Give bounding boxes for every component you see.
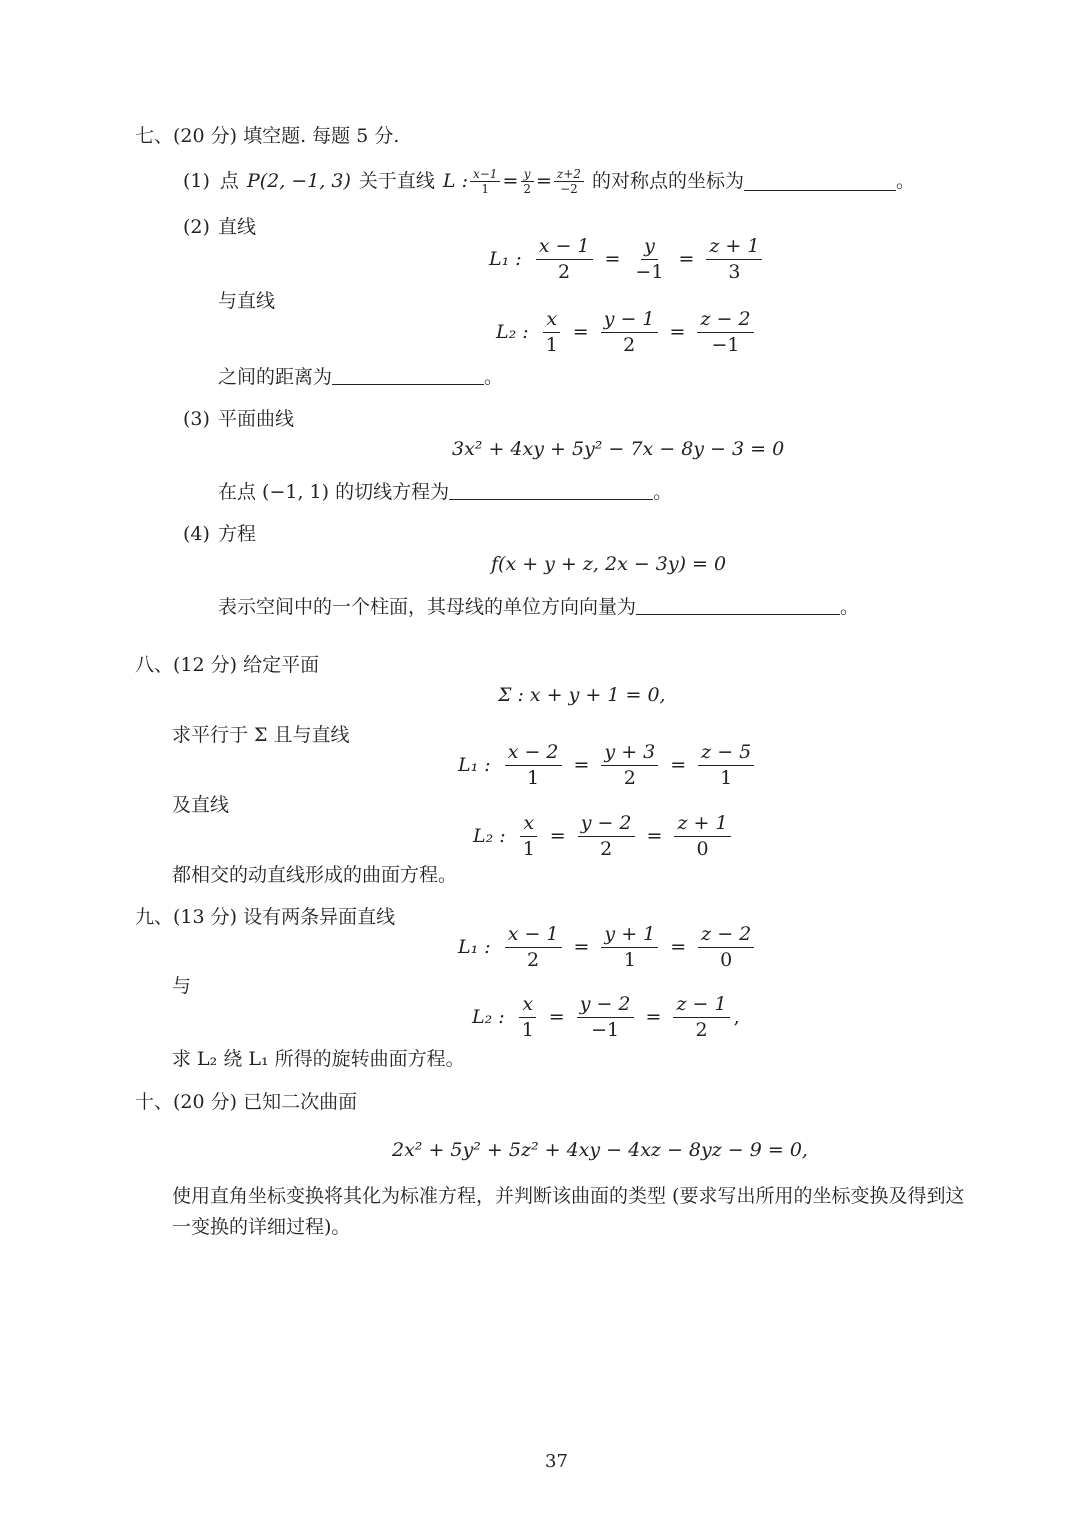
q7-heading: 七、(20 分) 填空题. 每题 5 分. [135, 125, 400, 147]
q8-text2: 及直线 [172, 794, 230, 816]
q7-p4-end: 。 [840, 596, 860, 618]
line-label: L₂ : [473, 825, 506, 847]
line-label: L₁ : [458, 936, 491, 958]
q9-text1: 与 [172, 975, 192, 997]
q7-p2-line1-equation: L₁ : $\frac{x - 1}{2}$ = $\frac{y}{-1}$ = $\frac{z + 1}{3}$ [489, 237, 766, 282]
page-number: 37 [545, 1451, 568, 1472]
q7-p3-equation: 3x² + 4xy + 5y² − 7x − 8y − 3 = 0 [452, 438, 785, 460]
q7-p3-answer-blank[interactable] [449, 481, 653, 500]
q9-text2: 求 L₂ 绕 L₁ 所得的旋转曲面方程。 [172, 1048, 465, 1070]
q7-p2-line2-equation: L₂ : $\frac{x}{1}$ = $\frac{y - 1}{2}$ = $\frac{z - 2}{-1}$ [496, 310, 758, 355]
q8-plane-equation: Σ : x + y + 1 = 0, [498, 684, 666, 706]
line-label: L₁ : [489, 248, 522, 270]
line-label: L₂ : [472, 1006, 505, 1028]
q7-p2-intro: 直线 [218, 216, 257, 238]
q7-p4-answer-blank[interactable] [636, 596, 840, 615]
q9-line2-equation: L₂ : $\frac{x}{1}$ = $\frac{y - 2}{-1}$ = $\frac{z - 1}{2}$ , [472, 993, 740, 1041]
q8-text1: 求平行于 Σ 且与直线 [172, 724, 350, 746]
q7-p2-answer-blank[interactable] [332, 366, 484, 385]
q9-heading: 九、(13 分) 设有两条异面直线 [135, 906, 396, 928]
q7-p2-number: (2) [183, 216, 210, 238]
q9-line2-tail: , [733, 1006, 740, 1028]
q7-p1-text1: 点 [219, 170, 239, 192]
q7-p1-fraction-3: $\frac{z+2}{-2}$ [554, 168, 584, 195]
q7-p1-point: P(2, −1, 3) [246, 170, 351, 192]
q8-text3: 都相交的动直线形成的曲面方程。 [172, 864, 458, 886]
q7-p4-equation: f(x + y + z, 2x − 3y) = 0 [491, 553, 727, 575]
q7-p1-text3: 的对称点的坐标为 [591, 170, 744, 192]
q7-p3-outro: 在点 (−1, 1) 的切线方程为 [218, 481, 450, 503]
q7-p1-text2: 关于直线 [358, 170, 435, 192]
q7-p4-outro: 表示空间中的一个柱面，其母线的单位方向向量为 [218, 596, 637, 618]
q7-p4-outro-row [218, 596, 859, 617]
q8-line1-equation: L₁ : $\frac{x - 2}{1}$ = $\frac{y + 3}{2}$ = $\frac{z - 5}{1}$ [458, 743, 758, 788]
q7-p3-end: 。 [653, 481, 673, 503]
q7-p1-number: (1) [183, 170, 210, 192]
q7-p2-end: 。 [484, 366, 504, 388]
q7-p2-mid: 与直线 [218, 290, 276, 312]
q10-text-line2: 一变换的详细过程)。 [172, 1216, 351, 1238]
q7-p3-intro: 平面曲线 [218, 408, 295, 430]
q8-heading: 八、(12 分) 给定平面 [135, 654, 320, 676]
q7-p1-line-label: L : [442, 170, 468, 192]
q10-heading: 十、(20 分) 已知二次曲面 [135, 1091, 358, 1113]
q7-p2-outro: 之间的距离为 [218, 366, 333, 388]
line-label: L₁ : [458, 754, 491, 776]
q7-p1-end: 。 [895, 170, 915, 192]
q7-p3-outro-row [218, 481, 672, 502]
q7-p1-answer-blank[interactable] [744, 172, 896, 191]
q7-part1: (1) 点 P(2, −1, 3) 关于直线 L : $\frac{x-1}{1}$ = $\frac{y}{2}$ = $\frac{z+2}{-2}$ 的对称点的坐标为 。 [183, 167, 915, 196]
q7-p1-fraction-1: $\frac{x-1}{1}$ [470, 168, 500, 195]
q8-line2-equation: L₂ : $\frac{x}{1}$ = $\frac{y - 2}{2}$ = $\frac{z + 1}{0}$ [473, 814, 735, 859]
q7-p3-number: (3) [183, 408, 210, 430]
q7-p4-number: (4) [183, 523, 210, 545]
q9-line1-equation: L₁ : $\frac{x - 1}{2}$ = $\frac{y + 1}{1}$ = $\frac{z - 2}{0}$ [458, 925, 758, 970]
q7-p1-fraction-2: $\frac{y}{2}$ [520, 168, 534, 195]
line-label: L₂ : [496, 321, 529, 343]
q7-p4-intro: 方程 [218, 523, 257, 545]
q10-text-line1: 使用直角坐标变换将其化为标准方程，并判断该曲面的类型 (要求写出所用的坐标变换及得到这 [172, 1185, 965, 1207]
q10-equation: 2x² + 5y² + 5z² + 4xy − 4xz − 8yz − 9 = 0, [392, 1139, 808, 1161]
q7-p2-outro-row [218, 366, 503, 387]
